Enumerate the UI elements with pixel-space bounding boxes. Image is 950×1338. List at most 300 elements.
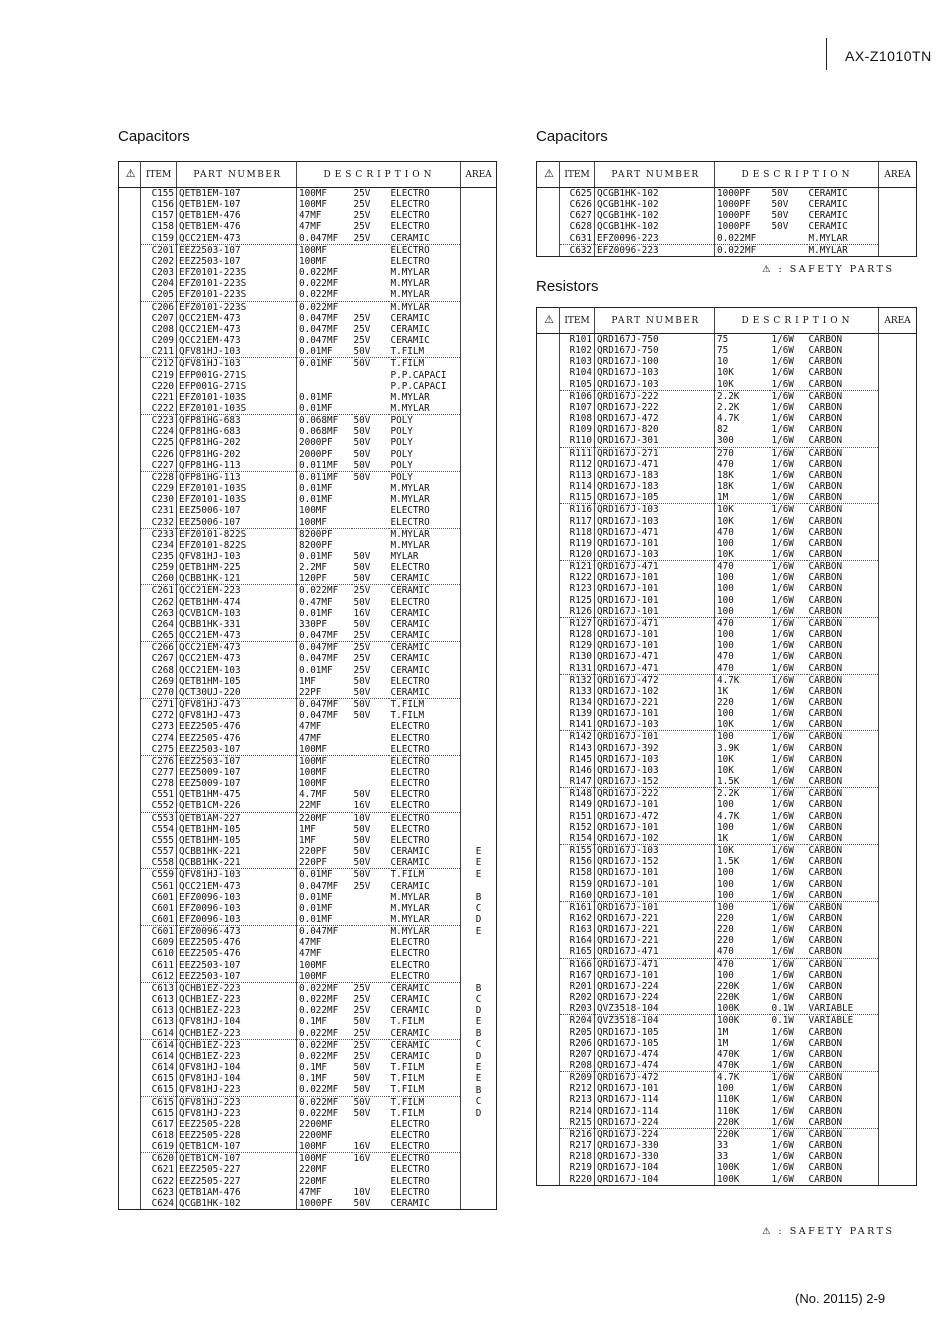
area xyxy=(461,824,497,835)
part-number: QRD167J-471 xyxy=(595,561,715,573)
part-number: QRD167J-103 xyxy=(595,719,715,731)
type: CARBON xyxy=(808,356,843,368)
part-number: QRD167J-750 xyxy=(595,345,715,356)
safety-cell xyxy=(119,630,141,642)
item-number: C621 xyxy=(141,1164,177,1175)
value: 47MF xyxy=(299,732,322,744)
safety-cell xyxy=(537,435,560,447)
table-row xyxy=(119,642,497,654)
type: ELECTRO xyxy=(390,255,430,267)
value: 100MF xyxy=(297,517,352,529)
part-number: QRD167J-103 xyxy=(595,379,715,391)
safety-cell xyxy=(119,1198,141,1210)
value: 1000PF xyxy=(717,210,751,222)
table-row xyxy=(119,812,497,824)
type: CARBON xyxy=(807,606,879,618)
value: 1M xyxy=(715,492,770,504)
value: 0.047MF xyxy=(299,699,339,711)
type: CERAMIC xyxy=(390,1039,430,1051)
type: CARBON xyxy=(808,1140,843,1152)
part-number: EFP001G-271S xyxy=(177,370,297,381)
area xyxy=(461,233,497,245)
value: 100MF xyxy=(299,244,327,256)
area: C xyxy=(461,1039,497,1051)
part-number: QRD167J-114 xyxy=(595,1094,715,1105)
item-number: R103 xyxy=(560,356,595,367)
area xyxy=(461,1176,497,1187)
area: E xyxy=(461,1073,497,1084)
item-number: R104 xyxy=(560,367,595,378)
part-number: EFP001G-271S xyxy=(177,381,297,392)
area xyxy=(461,494,497,505)
type: CARBON xyxy=(808,856,843,868)
type: ELECTRO xyxy=(389,517,461,529)
type: CARBON xyxy=(808,799,843,811)
type: CERAMIC xyxy=(389,1028,461,1040)
area xyxy=(461,597,497,608)
part-number: QETB1EM-476 xyxy=(177,210,297,221)
part-number: QFP81HG-113 xyxy=(177,471,297,483)
safety-cell xyxy=(119,800,141,812)
area xyxy=(879,1094,917,1105)
item-number: R217 xyxy=(560,1140,595,1151)
table-row xyxy=(119,244,497,256)
rating xyxy=(770,244,807,256)
table-row xyxy=(119,597,497,608)
part-number: QRD167J-222 xyxy=(595,390,715,402)
safety-cell xyxy=(119,471,141,483)
item-number: R162 xyxy=(560,913,595,924)
safety-cell xyxy=(119,653,141,664)
safety-cell xyxy=(537,879,560,890)
col-description: DESCRIPTION xyxy=(297,162,461,188)
item-number: C235 xyxy=(141,551,177,562)
type: CARBON xyxy=(808,413,843,425)
value: 120PF xyxy=(297,573,352,585)
value: 0.1MF xyxy=(299,1016,327,1028)
safety-cell xyxy=(119,721,141,732)
area xyxy=(879,1072,917,1084)
safety-cell xyxy=(119,1153,141,1165)
item-number: C611 xyxy=(141,960,177,971)
item-number: C203 xyxy=(141,267,177,278)
part-number: EEZ2505-228 xyxy=(177,1130,297,1141)
value: 470K xyxy=(717,1048,740,1060)
table-row xyxy=(537,379,917,391)
item-number: R149 xyxy=(560,799,595,810)
table-row xyxy=(119,426,497,437)
page-number: (No. 20115) 2-9 xyxy=(795,1291,886,1306)
rating: 50V xyxy=(353,699,371,711)
rating: 1/6W xyxy=(770,379,807,391)
item-number: C612 xyxy=(141,971,177,983)
safety-cell xyxy=(537,1151,560,1162)
part-number: EEZ5009-107 xyxy=(177,778,297,789)
item-number: R164 xyxy=(560,935,595,946)
rating: 1/6W xyxy=(771,515,794,527)
table-row xyxy=(119,1062,497,1073)
table-row xyxy=(537,1140,917,1151)
table-row xyxy=(119,665,497,676)
table-row xyxy=(537,719,917,731)
area xyxy=(461,289,497,301)
rating xyxy=(770,233,807,245)
type: ELECTRO xyxy=(390,732,430,744)
table-row xyxy=(537,1117,917,1129)
area xyxy=(461,370,497,381)
rating: 1/6W xyxy=(771,1162,794,1174)
table-row xyxy=(119,403,497,415)
resistors-table xyxy=(536,307,917,1186)
part-number: QFP81HG-113 xyxy=(177,460,297,472)
table-row xyxy=(119,937,497,948)
table-row xyxy=(537,606,917,618)
item-number: C271 xyxy=(141,699,177,711)
rating: 50V xyxy=(353,562,371,574)
type: ELECTRO xyxy=(390,721,430,733)
area xyxy=(461,687,497,699)
area xyxy=(879,435,917,447)
value: 100MF xyxy=(299,959,327,971)
area xyxy=(879,913,917,924)
item-number: R212 xyxy=(560,1083,595,1094)
item-number: R109 xyxy=(560,424,595,435)
part-number: QCBB1HK-221 xyxy=(177,846,297,857)
table-row xyxy=(537,1151,917,1162)
rating: 1/6W xyxy=(771,810,794,822)
type: CARBON xyxy=(808,1026,843,1038)
rating: 1/6W xyxy=(771,1094,794,1106)
item-number: C274 xyxy=(141,733,177,744)
type: CERAMIC xyxy=(390,1005,430,1017)
rating: 1/6W xyxy=(770,1117,807,1129)
type: T.FILM xyxy=(390,1096,425,1108)
safety-cell xyxy=(119,699,141,711)
item-number: C625 xyxy=(560,188,595,200)
safety-cell xyxy=(119,233,141,245)
value: 100 xyxy=(717,572,734,584)
type: CARBON xyxy=(808,334,843,345)
rating: 50V xyxy=(353,846,371,858)
area xyxy=(879,788,917,800)
value: 100MF xyxy=(297,744,352,756)
safety-cell xyxy=(537,1038,560,1049)
safety-cell xyxy=(537,811,560,822)
item-number: C269 xyxy=(141,676,177,687)
safety-cell xyxy=(537,549,560,561)
part-number: QRD167J-474 xyxy=(595,1060,715,1072)
rating: 50V xyxy=(353,823,371,835)
table-row xyxy=(537,1015,917,1027)
rating: 1/6W xyxy=(771,504,794,516)
area xyxy=(461,528,497,540)
part-number: QRD167J-221 xyxy=(595,924,715,935)
table-row xyxy=(537,674,917,686)
value: 330PF xyxy=(299,618,327,630)
type: CERAMIC xyxy=(390,982,430,994)
type: M.MYLAR xyxy=(390,301,430,313)
area xyxy=(879,424,917,435)
table-row xyxy=(119,1198,497,1210)
safety-note: ⚠ : SAFETY PARTS xyxy=(762,1226,895,1237)
part-number: EEZ2503-107 xyxy=(177,744,297,756)
value: 33 xyxy=(717,1151,729,1163)
rating xyxy=(352,926,389,938)
table-row xyxy=(119,449,497,460)
type: POLY xyxy=(390,437,413,449)
rating xyxy=(352,517,389,529)
safety-cell xyxy=(119,744,141,756)
safety-cell xyxy=(119,392,141,403)
rating: 1/6W xyxy=(771,617,794,629)
type: CARBON xyxy=(807,379,879,391)
area xyxy=(879,402,917,413)
type: CARBON xyxy=(807,719,879,731)
value: 470 xyxy=(717,561,734,573)
type: CARBON xyxy=(807,1174,879,1186)
value: 470K xyxy=(715,1060,770,1072)
type: POLY xyxy=(390,471,413,483)
table-row xyxy=(537,663,917,675)
type: CERAMIC xyxy=(808,210,848,222)
type: T.FILM xyxy=(390,1016,425,1028)
type: CERAMIC xyxy=(390,312,430,324)
table-row xyxy=(537,561,917,573)
table-row xyxy=(119,914,497,926)
value: 0.022MF xyxy=(715,244,770,256)
part-number: QCGB1HK-102 xyxy=(595,199,715,210)
table-row xyxy=(119,573,497,585)
item-number: R156 xyxy=(560,856,595,867)
value: 0.01MF xyxy=(299,483,333,495)
type: CERAMIC xyxy=(389,573,461,585)
value: 1MF xyxy=(299,675,316,687)
part-number: QRD167J-101 xyxy=(595,606,715,618)
safety-cell xyxy=(119,710,141,721)
type: M.MYLAR xyxy=(390,391,430,403)
value: 0.022MF xyxy=(299,1107,339,1119)
value: 0.01MF xyxy=(297,914,352,926)
type: CARBON xyxy=(808,935,843,947)
type: CARBON xyxy=(808,731,843,743)
part-number: EFZ0101-103S xyxy=(177,403,297,415)
item-number: C220 xyxy=(141,381,177,392)
table-row xyxy=(119,1108,497,1119)
table-row xyxy=(119,562,497,573)
area xyxy=(879,583,917,594)
item-number: C227 xyxy=(141,460,177,472)
table-row xyxy=(537,1072,917,1084)
safety-cell xyxy=(119,835,141,846)
rating: 1/6W xyxy=(771,980,794,992)
value: 47MF xyxy=(299,210,322,222)
value: 47MF xyxy=(299,721,322,733)
rating: 16V xyxy=(352,1141,389,1153)
area xyxy=(879,1128,917,1140)
item-number: C623 xyxy=(141,1187,177,1198)
safety-cell xyxy=(119,505,141,516)
value: 0.047MF xyxy=(297,630,352,642)
area xyxy=(461,505,497,516)
part-number: EFZ0101-103S xyxy=(177,483,297,494)
item-number: C233 xyxy=(141,528,177,540)
table-row xyxy=(119,517,497,529)
area xyxy=(461,471,497,483)
safety-cell xyxy=(119,381,141,392)
item-number: C617 xyxy=(141,1119,177,1130)
value: 0.022MF xyxy=(299,1096,339,1108)
item-number: R119 xyxy=(560,538,595,549)
col-part-number: PART NUMBER xyxy=(595,308,715,334)
item-number: R203 xyxy=(560,1003,595,1015)
part-number: QRD167J-103 xyxy=(595,504,715,516)
type: CARBON xyxy=(808,651,843,663)
area xyxy=(461,381,497,392)
safety-cell xyxy=(537,1072,560,1084)
rating: 50V xyxy=(353,869,371,881)
safety-cell xyxy=(537,935,560,946)
safety-cell xyxy=(119,540,141,551)
part-number: QETB1HM-105 xyxy=(177,824,297,835)
part-number: EFZ0096-473 xyxy=(177,926,297,938)
value: 220 xyxy=(717,935,734,947)
table-row xyxy=(119,1096,497,1108)
type: ELECTRO xyxy=(390,562,430,574)
value: 0.047MF xyxy=(299,335,339,347)
value: 100 xyxy=(717,901,734,913)
value: 0.01MF xyxy=(297,403,352,415)
area xyxy=(879,1083,917,1094)
value: 0.011MF xyxy=(299,471,339,483)
item-number: R107 xyxy=(560,402,595,413)
rating: 1/6W xyxy=(771,561,794,573)
type: CARBON xyxy=(808,753,843,765)
type: CARBON xyxy=(808,424,843,436)
rating: 50V xyxy=(353,426,371,438)
type: M.MYLAR xyxy=(389,914,461,926)
table-row xyxy=(537,583,917,594)
table-row xyxy=(119,1039,497,1051)
table-row xyxy=(537,1027,917,1038)
table-row xyxy=(119,540,497,551)
area xyxy=(879,549,917,561)
area xyxy=(461,721,497,732)
value: 4.7MF xyxy=(299,789,327,801)
value: 0.022MF xyxy=(299,267,339,279)
rating: 1/6W xyxy=(771,764,794,776)
type: ELECTRO xyxy=(390,766,430,778)
item-number: C260 xyxy=(141,573,177,585)
value: 220MF xyxy=(299,1175,327,1187)
type: CARBON xyxy=(808,697,843,708)
value: 22MF xyxy=(297,800,352,812)
safety-cell xyxy=(537,1128,560,1140)
area xyxy=(461,460,497,472)
table-row xyxy=(119,1051,497,1062)
item-number: C265 xyxy=(141,630,177,642)
safety-cell xyxy=(537,856,560,867)
item-number: C264 xyxy=(141,619,177,630)
item-number: R202 xyxy=(560,992,595,1003)
table-row xyxy=(537,516,917,527)
rating: 0.1W xyxy=(770,1003,807,1015)
table-row xyxy=(119,1130,497,1141)
part-number: QFV81HJ-223 xyxy=(177,1096,297,1108)
table-row xyxy=(537,640,917,651)
value: 47MF xyxy=(299,221,322,233)
safety-cell xyxy=(537,640,560,651)
item-number: C232 xyxy=(141,517,177,529)
item-number: C206 xyxy=(141,301,177,313)
area xyxy=(879,1015,917,1027)
type: T.FILM xyxy=(390,1073,425,1085)
type: CERAMIC xyxy=(390,335,430,347)
safety-cell xyxy=(537,459,560,470)
value: 22PF xyxy=(297,687,352,699)
item-number: R112 xyxy=(560,459,595,470)
rating: 1/6W xyxy=(771,867,794,879)
table-row xyxy=(119,881,497,892)
rating xyxy=(352,267,389,278)
safety-cell xyxy=(119,267,141,278)
type: T.FILM xyxy=(390,1107,425,1119)
rating: 50V xyxy=(353,358,371,370)
safety-cell xyxy=(119,1039,141,1051)
safety-cell xyxy=(537,356,560,367)
item-number: R127 xyxy=(560,617,595,629)
type: ELECTRO xyxy=(390,812,430,824)
item-number: R110 xyxy=(560,435,595,447)
part-number: QFV81HJ-473 xyxy=(177,699,297,711)
safety-cell xyxy=(119,994,141,1005)
area xyxy=(879,1174,917,1186)
type: CARBON xyxy=(808,572,843,584)
area xyxy=(461,335,497,346)
safety-cell xyxy=(119,755,141,767)
item-number: C632 xyxy=(560,244,595,256)
table-row xyxy=(537,334,917,346)
safety-cell xyxy=(119,665,141,676)
safety-icon: ⚠ xyxy=(119,162,141,188)
value: 100MF xyxy=(299,255,327,267)
area: C xyxy=(461,994,497,1005)
type: CARBON xyxy=(808,640,843,652)
item-number: C231 xyxy=(141,505,177,516)
table-row xyxy=(537,822,917,833)
value: 100 xyxy=(717,629,734,641)
area xyxy=(879,743,917,754)
item-number: R215 xyxy=(560,1117,595,1129)
value: 33 xyxy=(717,1140,729,1152)
item-number: C561 xyxy=(141,881,177,892)
table-row xyxy=(537,1083,917,1094)
table-row xyxy=(119,221,497,232)
item-number: C552 xyxy=(141,800,177,812)
type: T.FILM xyxy=(390,869,425,881)
area: C xyxy=(461,903,497,914)
item-number: C205 xyxy=(141,289,177,301)
part-number: EFZ0101-103S xyxy=(177,494,297,505)
value: 0.022MF xyxy=(299,1050,339,1062)
item-number: R146 xyxy=(560,765,595,776)
rating: 1/6W xyxy=(771,1128,794,1140)
area xyxy=(461,960,497,971)
item-number: C601 xyxy=(141,892,177,903)
part-number: QETB1CM-107 xyxy=(177,1153,297,1165)
table-row xyxy=(537,629,917,640)
rating: 25V xyxy=(353,880,371,892)
value: 100 xyxy=(717,969,734,981)
